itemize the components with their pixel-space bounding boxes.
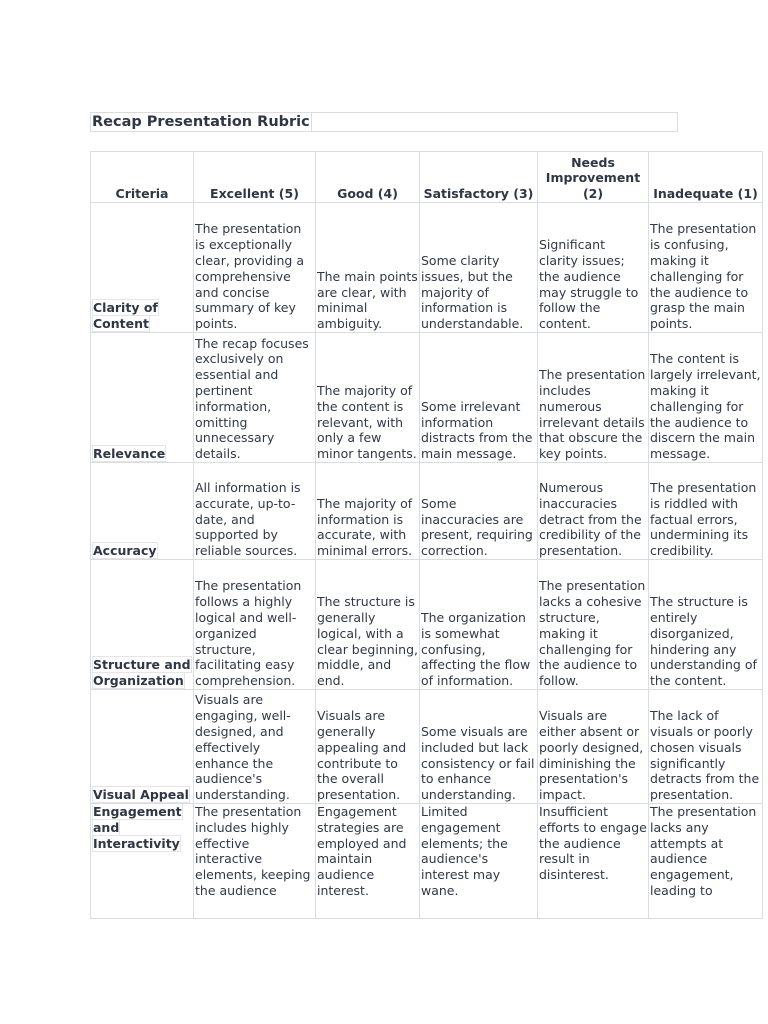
criterion-label: Engagement and Interactivity — [93, 804, 182, 851]
rubric-cell: Visuals are either absent or poorly designed, diminishing the presentation's impact. — [538, 690, 649, 804]
header-row — [91, 152, 763, 203]
rubric-cell: The structure is entirely disorganized, hindering any understanding of the content. — [649, 560, 763, 690]
criterion-cell — [91, 560, 194, 690]
rubric-cell: The recap focuses exclusively on essential and pertinent information, omitting unnecessary details. — [194, 333, 316, 463]
rubric-cell: The organization is somewhat confusing, affecting the flow of information. — [420, 560, 538, 690]
rubric-cell: The presentation is exceptionally clear, providing a comprehensive and concise summary of key points. — [194, 203, 316, 333]
header-criteria: Criteria — [91, 152, 194, 203]
rubric-cell-text: Insufficient efforts to engage the audience result in disinterest. — [539, 804, 647, 883]
rubric-cell-text: The presentation includes highly effective interactive elements, keeping the audience — [195, 804, 311, 898]
rubric-cell — [194, 804, 316, 919]
rubric-cell-text: Limited engagement elements; the audience's interest may wane. — [421, 804, 508, 898]
criterion-label: Relevance — [93, 446, 166, 462]
header-needs-improvement: Needs Improvement (2) — [538, 152, 649, 203]
table-row — [91, 560, 763, 690]
rubric-cell: The main points are clear, with minimal ambiguity. — [316, 203, 420, 333]
rubric-cell: The lack of visuals or poorly chosen visuals significantly detracts from the presentation. — [649, 690, 763, 804]
rubric-cell: The presentation includes numerous irrelevant details that obscure the key points. — [538, 333, 649, 463]
rubric-cell — [420, 804, 538, 919]
table-row — [91, 690, 763, 804]
table-row — [91, 333, 763, 463]
header-satisfactory: Satisfactory (3) — [420, 152, 538, 203]
criterion-label: Structure and Organization — [93, 657, 191, 689]
rubric-cell: The presentation is riddled with factual errors, undermining its credibility. — [649, 463, 763, 560]
header-inadequate: Inadequate (1) — [649, 152, 763, 203]
rubric-cell: The content is largely irrelevant, making it challenging for the audience to discern the main message. — [649, 333, 763, 463]
table-row — [91, 804, 763, 919]
rubric-cell: The structure is generally logical, with a clear beginning, middle, and end. — [316, 560, 420, 690]
criterion-cell — [91, 333, 194, 463]
rubric-cell — [316, 804, 420, 919]
rubric-cell: All information is accurate, up-to-date, and supported by reliable sources. — [194, 463, 316, 560]
rubric-cell: The majority of information is accurate, with minimal errors. — [316, 463, 420, 560]
table-row — [91, 203, 763, 333]
rubric-cell-text: The presentation lacks any attempts at audience engagement, leading to — [650, 804, 757, 898]
criterion-label: Accuracy — [93, 543, 157, 559]
rubric-cell: Some irrelevant information distracts from the main message. — [420, 333, 538, 463]
document-title: Recap Presentation Rubric — [92, 114, 310, 130]
rubric-cell: Visuals are engaging, well-designed, and effectively enhance the audience's understanding. — [194, 690, 316, 804]
title-bar — [90, 112, 678, 132]
rubric-cell: Some clarity issues, but the majority of information is understandable. — [420, 203, 538, 333]
rubric-cell: Visuals are generally appealing and contribute to the overall presentation. — [316, 690, 420, 804]
rubric-cell: The presentation lacks a cohesive structure, making it challenging for the audience to follow. — [538, 560, 649, 690]
rubric-cell-text: Engagement strategies are employed and maintain audience interest. — [317, 804, 407, 898]
rubric-cell — [538, 804, 649, 919]
header-excellent: Excellent (5) — [194, 152, 316, 203]
criterion-cell — [91, 463, 194, 560]
rubric-cell: The majority of the content is relevant, with only a few minor tangents. — [316, 333, 420, 463]
rubric-cell: Some inaccuracies are present, requiring correction. — [420, 463, 538, 560]
criterion-cell — [91, 804, 194, 919]
rubric-cell: Numerous inaccuracies detract from the credibility of the presentation. — [538, 463, 649, 560]
rubric-cell: The presentation follows a highly logical and well-organized structure, facilitating easy comprehension. — [194, 560, 316, 690]
rubric-cell: Some visuals are included but lack consistency or fail to enhance understanding. — [420, 690, 538, 804]
criterion-label: Clarity of Content — [93, 300, 158, 332]
rubric-cell — [649, 804, 763, 919]
header-good: Good (4) — [316, 152, 420, 203]
criterion-cell — [91, 690, 194, 804]
criterion-label: Visual Appeal — [93, 787, 189, 803]
criterion-cell — [91, 203, 194, 333]
rubric-table — [90, 151, 763, 919]
table-row — [91, 463, 763, 560]
rubric-cell: The presentation is confusing, making it challenging for the audience to grasp the main points. — [649, 203, 763, 333]
rubric-cell: Significant clarity issues; the audience may struggle to follow the content. — [538, 203, 649, 333]
